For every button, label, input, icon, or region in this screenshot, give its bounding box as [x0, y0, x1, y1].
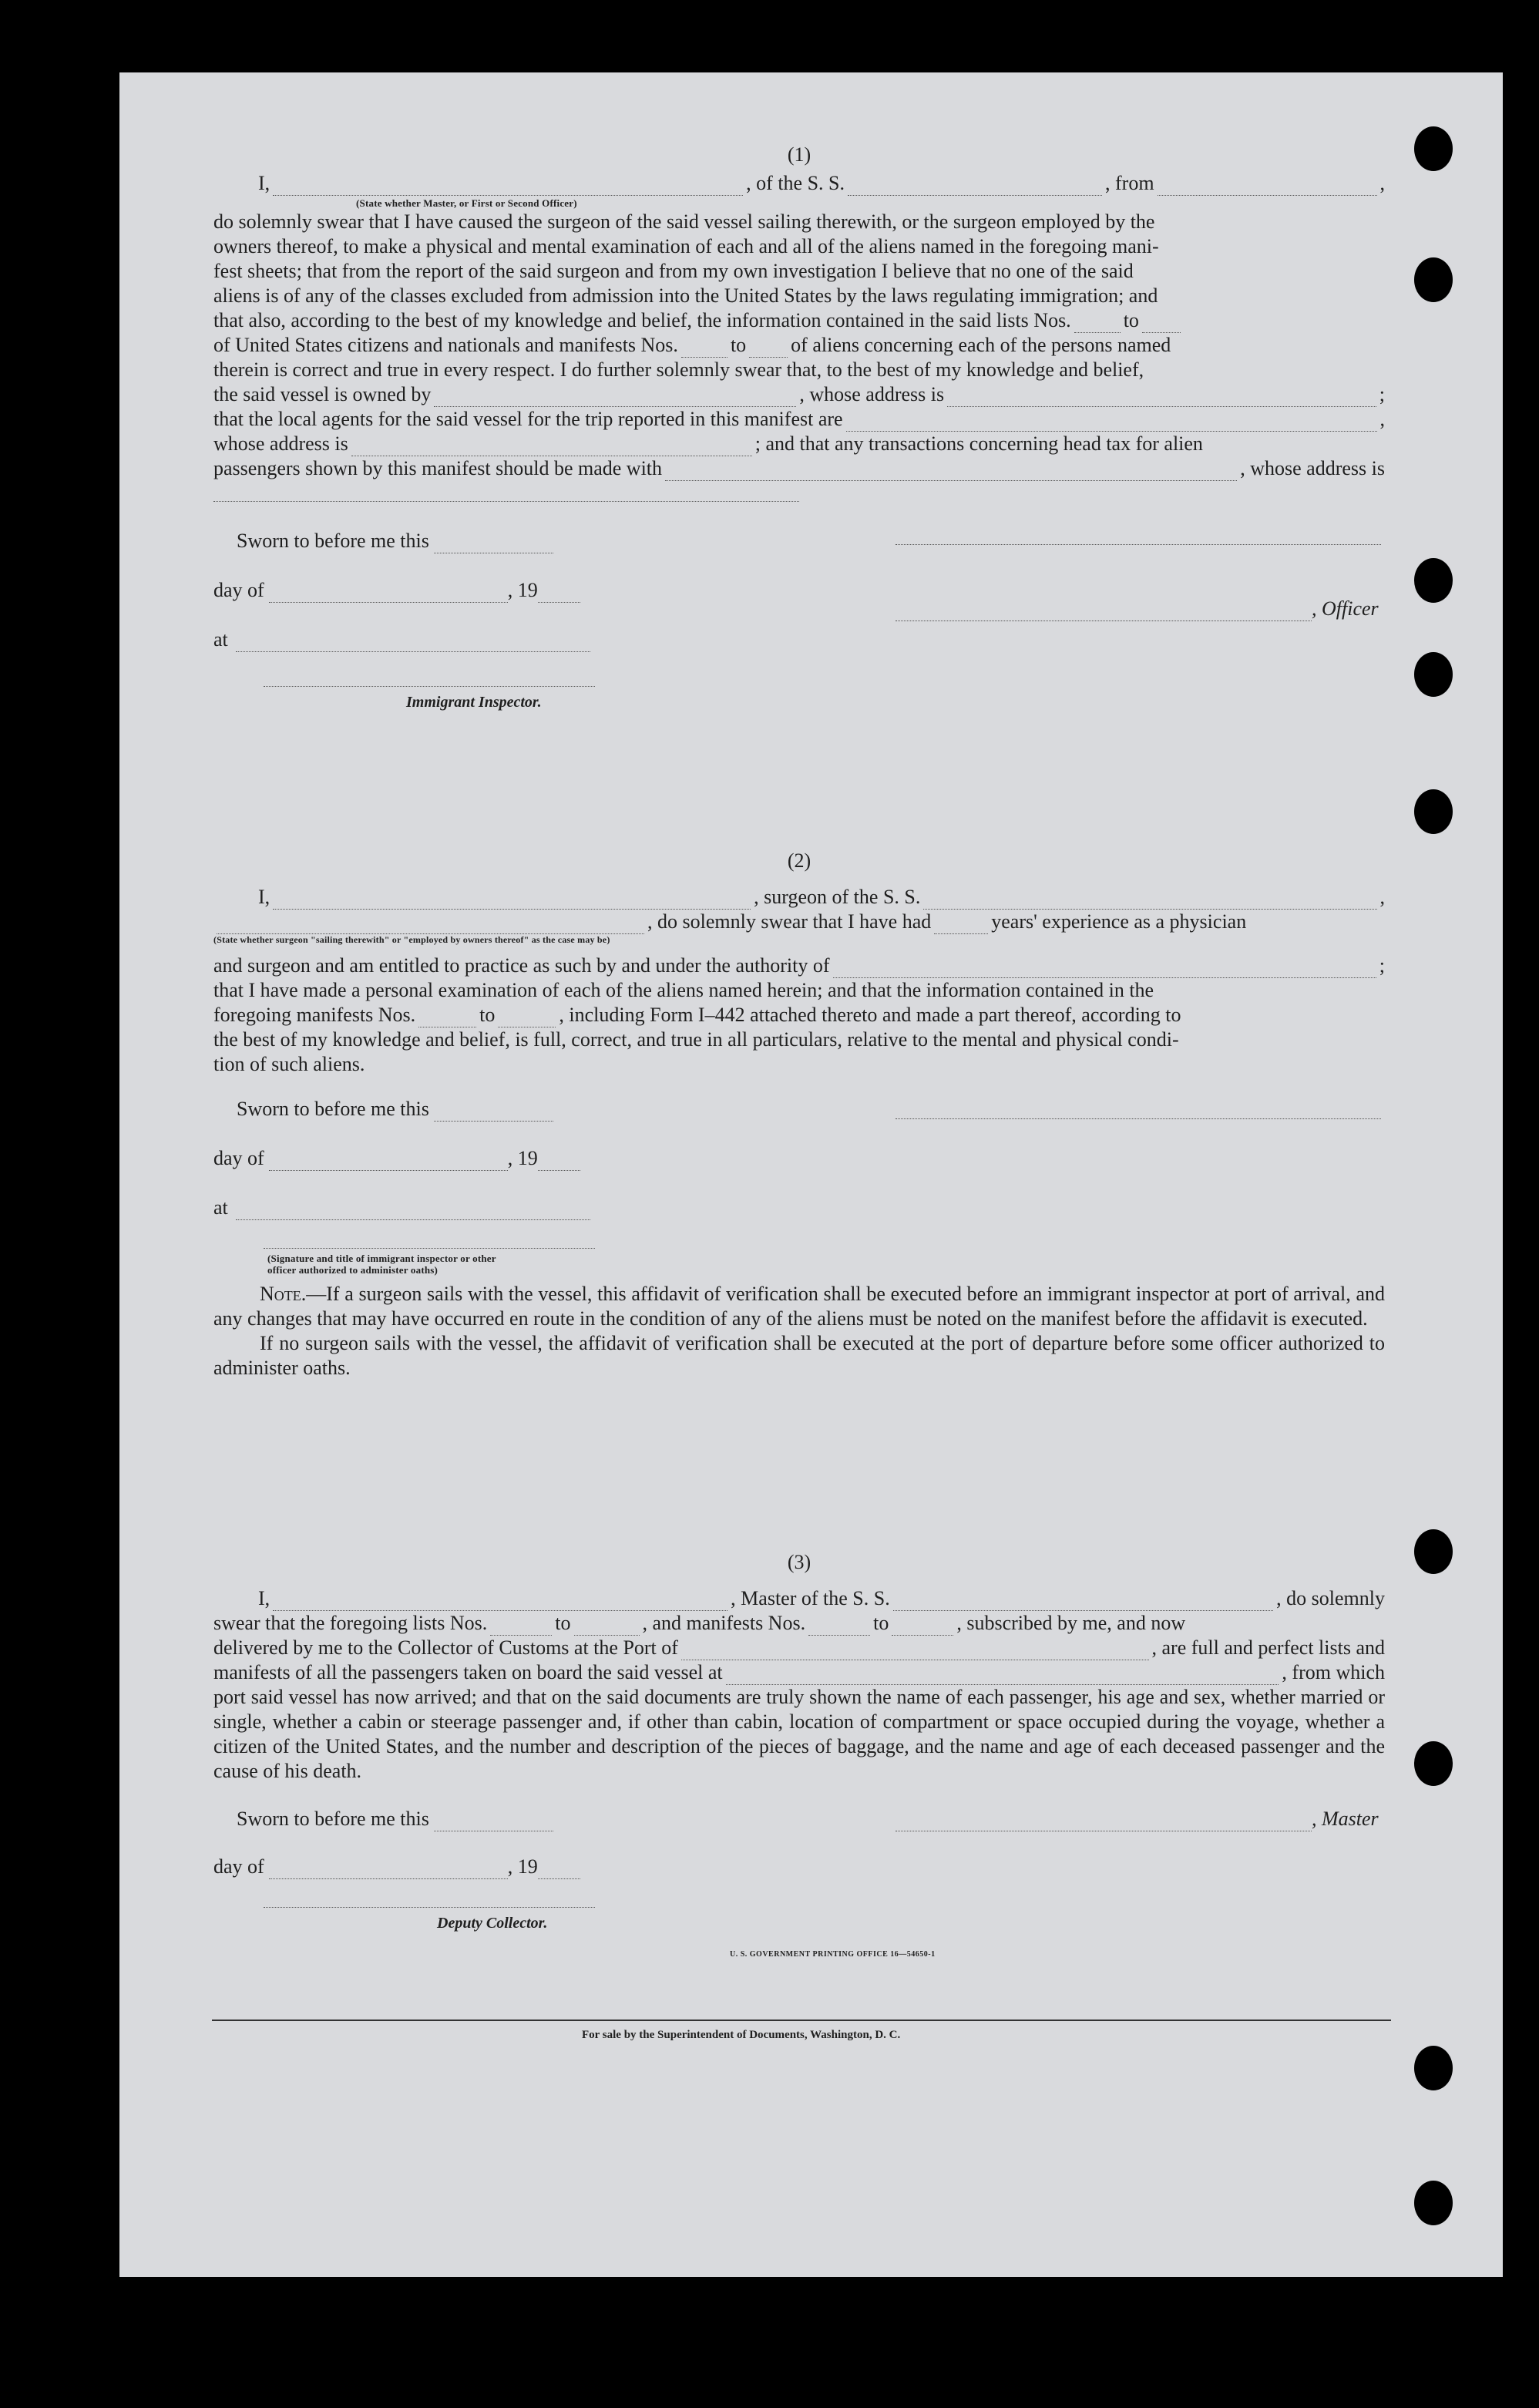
- swear-label: , do solemnly swear that I have had: [647, 910, 932, 933]
- comma: ,: [1379, 172, 1385, 194]
- address-label: whose address is: [213, 432, 348, 455]
- para-line: owners thereof, to make a physical and mental examination of each and all of the aliens named in the foregoing mani-: [213, 235, 1159, 257]
- deputy-label: Deputy Collector.: [437, 1915, 548, 1932]
- officer-note: (State whether Master, or First or Second Officer): [356, 197, 577, 209]
- punch-hole: [1414, 2046, 1453, 2090]
- to-label: to: [730, 334, 747, 356]
- section-number: (1): [787, 143, 812, 166]
- head-tax-address-field[interactable]: [213, 486, 799, 502]
- surgeon-affidavit-section: [213, 849, 1385, 1381]
- para-line: do solemnly swear that I have caused the surgeon of the said vessel sailing therewith, or the surgeon employed by the: [213, 210, 1155, 233]
- from-which-label: , from which: [1282, 1661, 1385, 1683]
- officer-name-field[interactable]: [273, 178, 743, 196]
- surgeon-vessel-field[interactable]: [923, 892, 1376, 910]
- punch-hole: [1414, 558, 1453, 603]
- local-agents-field[interactable]: [846, 414, 1377, 432]
- footer-text: For sale by the Superintendent of Documents, Washington, D. C.: [582, 2029, 901, 2041]
- section-number: (3): [787, 1551, 812, 1573]
- best-line: the best of my knowledge and belief, is full, correct, and true in all particulars, relative to the mental and physical condi-: [213, 1028, 1179, 1051]
- year-field[interactable]: [538, 1863, 580, 1879]
- of-ss-label: , of the S. S.: [746, 172, 845, 194]
- surgeon-status-field[interactable]: [217, 916, 644, 934]
- personal-line: that I have made a personal examination of each of the aliens named herein; and that the information contained in the: [213, 979, 1154, 1001]
- manifests-label: , and manifests Nos.: [642, 1612, 806, 1634]
- footer-rule: [212, 2020, 1391, 2021]
- sworn-day-field[interactable]: [434, 1815, 553, 1831]
- semicolon: ;: [1379, 383, 1385, 405]
- sworn-day-field[interactable]: [434, 537, 553, 553]
- manifests-taken-label: manifests of all the passengers taken on board the said vessel at: [213, 1661, 723, 1683]
- aliens-label: of aliens concerning each of the persons named: [791, 334, 1171, 356]
- section-number: (2): [787, 849, 812, 872]
- foregoing-label: foregoing manifests Nos.: [213, 1004, 416, 1026]
- at-label: at: [213, 1196, 228, 1219]
- authority-label: and surgeon and am entitled to practice as such by and under the authority of: [213, 954, 830, 977]
- lists-to-field[interactable]: [574, 1618, 640, 1636]
- boarding-port-field[interactable]: [726, 1667, 1279, 1685]
- address-label: , whose address is: [1240, 457, 1385, 479]
- place-field[interactable]: [236, 1204, 590, 1220]
- at-label: at: [213, 628, 228, 651]
- manifests-to-field[interactable]: [892, 1618, 953, 1636]
- manifest-page: [119, 72, 1503, 2277]
- foregoing-to-field[interactable]: [498, 1010, 556, 1027]
- port-field[interactable]: [681, 1643, 1149, 1660]
- manifest-from-field[interactable]: [681, 340, 727, 358]
- to-label: to: [555, 1612, 571, 1634]
- year-prefix: , 19: [507, 1147, 538, 1169]
- note-label: Note.: [260, 1283, 307, 1305]
- pronoun-i: I,: [258, 1587, 271, 1609]
- signature-note: (Signature and title of immigrant inspector or other officer authorized to administer oaths): [267, 1253, 496, 1276]
- para-line: aliens is of any of the classes excluded from admission into the United States by the laws regulating immigration; and: [213, 284, 1158, 307]
- note-text: —If a surgeon sails with the vessel, this affidavit of verification shall be executed before an immigrant inspector at port of arrival, and any changes that may have occurred en route in the condition of any of the aliens must be noted on the manifest before the affidavit is executed.: [213, 1283, 1385, 1330]
- month-field[interactable]: [269, 1155, 508, 1171]
- lists-from-field[interactable]: [490, 1618, 552, 1636]
- collector-affidavit-section: [213, 1551, 1385, 1969]
- sworn-label: Sworn to before me this: [237, 1808, 429, 1830]
- from-label: , from: [1105, 172, 1154, 194]
- manifest-to-field[interactable]: [749, 340, 788, 358]
- lists-label: swear that the foregoing lists Nos.: [213, 1612, 488, 1634]
- master-name-field[interactable]: [273, 1593, 727, 1611]
- year-field[interactable]: [538, 1155, 580, 1171]
- sworn-label: Sworn to before me this: [237, 1098, 429, 1120]
- form-label: , including Form I–442 attached thereto and made a part thereof, according to: [559, 1004, 1181, 1026]
- manifests-from-field[interactable]: [808, 1618, 870, 1636]
- master-label: , Master: [1312, 1808, 1379, 1830]
- master-signature-field[interactable]: [896, 1815, 1312, 1831]
- note-paragraph: [213, 1282, 1385, 1331]
- month-field[interactable]: [269, 1863, 508, 1879]
- sworn-label: Sworn to before me this: [237, 530, 429, 552]
- punch-hole: [1414, 1741, 1453, 1786]
- to-label: to: [873, 1612, 889, 1634]
- punch-hole: [1414, 2181, 1453, 2225]
- inspector-label: Immigrant Inspector.: [406, 694, 542, 711]
- lists-to-field[interactable]: [1142, 315, 1181, 333]
- address-label: , whose address is: [799, 383, 945, 405]
- day-of-label: day of: [213, 1855, 264, 1878]
- solemnly-label: , do solemnly: [1276, 1587, 1385, 1609]
- punch-hole: [1414, 257, 1453, 302]
- punch-hole: [1414, 126, 1453, 171]
- vessel-name-field[interactable]: [848, 178, 1102, 196]
- head-tax-party-field[interactable]: [665, 463, 1237, 481]
- surgeon-of-label: , surgeon of the S. S.: [754, 886, 921, 908]
- day-of-label: day of: [213, 1147, 264, 1169]
- body-paragraph: port said vessel has now arrived; and that on the said documents are truly shown the name of each passenger, his age and sex, whether married or single, whether a cabin or steerage passenger and, if other than cabin, location of compartment or space occupied during the voyage, whether a citizen of the United States, and the number and description of the pieces of baggage, and the name and age of each deceased passenger and the cause of his death.: [213, 1686, 1385, 1782]
- subscribed-label: , subscribed by me, and now: [956, 1612, 1186, 1634]
- punch-hole: [1414, 789, 1453, 834]
- passengers-label: passengers shown by this manifest should be made with: [213, 457, 663, 479]
- departure-port-field[interactable]: [1158, 178, 1377, 196]
- to-label: to: [1123, 309, 1139, 331]
- note-paragraph-2: If no surgeon sails with the vessel, the affidavit of verification shall be executed at the port of departure before some officer authorized to administer oaths.: [213, 1332, 1385, 1379]
- head-tax-label: ; and that any transactions concerning head tax for alien: [754, 432, 1203, 455]
- surgeon-note: (State whether surgeon "sailing therewith" or "employed by owners thereof" as the case may be): [213, 934, 610, 945]
- month-field[interactable]: [269, 587, 508, 603]
- to-label: to: [479, 1004, 496, 1026]
- officer-signature-field[interactable]: [896, 529, 1381, 545]
- master-affidavit-section: [213, 143, 1385, 725]
- lists-from-field[interactable]: [1074, 315, 1121, 333]
- gpo-imprint: U. S. GOVERNMENT PRINTING OFFICE 16—54650-1: [730, 1950, 936, 1959]
- year-prefix: , 19: [507, 1855, 538, 1878]
- pronoun-i: I,: [258, 886, 271, 908]
- master-vessel-field[interactable]: [893, 1593, 1273, 1611]
- pronoun-i: I,: [258, 172, 271, 194]
- local-agents-label: that the local agents for the said vessel for the trip reported in this manifest are: [213, 408, 843, 430]
- inspector-signature-field[interactable]: [264, 1248, 595, 1249]
- comma: ,: [1379, 408, 1385, 430]
- delivered-label: delivered by me to the Collector of Customs at the Port of: [213, 1636, 678, 1659]
- punch-hole: [1414, 652, 1453, 697]
- full-label: , are full and perfect lists and: [1151, 1636, 1385, 1659]
- inspector-signature-field[interactable]: [264, 686, 595, 687]
- officer-title-field[interactable]: [896, 605, 1312, 621]
- para-line: that also, according to the best of my knowledge and belief, the information contained in the said lists Nos.: [213, 309, 1071, 331]
- punch-hole: [1414, 1529, 1453, 1574]
- owner-address-field[interactable]: [947, 389, 1376, 407]
- owned-by-label: the said vessel is owned by: [213, 383, 432, 405]
- year-field[interactable]: [538, 587, 580, 603]
- authority-field[interactable]: [833, 960, 1376, 978]
- master-of-label: , Master of the S. S.: [731, 1587, 890, 1609]
- day-of-label: day of: [213, 579, 264, 601]
- agents-address-field[interactable]: [351, 439, 752, 456]
- citizens-label: of United States citizens and nationals and manifests Nos.: [213, 334, 678, 356]
- therein-line: therein is correct and true in every respect. I do further solemnly swear that, to the best of my knowledge and belief,: [213, 358, 1144, 381]
- sworn-day-field[interactable]: [434, 1105, 553, 1122]
- officer-label: , Officer: [1312, 597, 1379, 620]
- owner-field[interactable]: [434, 389, 796, 407]
- surgeon-signature-field[interactable]: [896, 1103, 1381, 1119]
- years-label: years' experience as a physician: [991, 910, 1247, 933]
- para-line: fest sheets; that from the report of the said surgeon and from my own investigation I believe that no one of the said: [213, 260, 1134, 282]
- years-field[interactable]: [934, 916, 988, 934]
- comma: ,: [1379, 886, 1385, 908]
- year-prefix: , 19: [507, 579, 538, 601]
- foregoing-from-field[interactable]: [418, 1010, 476, 1027]
- place-field[interactable]: [236, 636, 590, 652]
- semicolon: ;: [1379, 954, 1385, 977]
- surgeon-name-field[interactable]: [273, 892, 751, 910]
- collector-signature-field[interactable]: [264, 1907, 595, 1908]
- tion-line: tion of such aliens.: [213, 1053, 365, 1075]
